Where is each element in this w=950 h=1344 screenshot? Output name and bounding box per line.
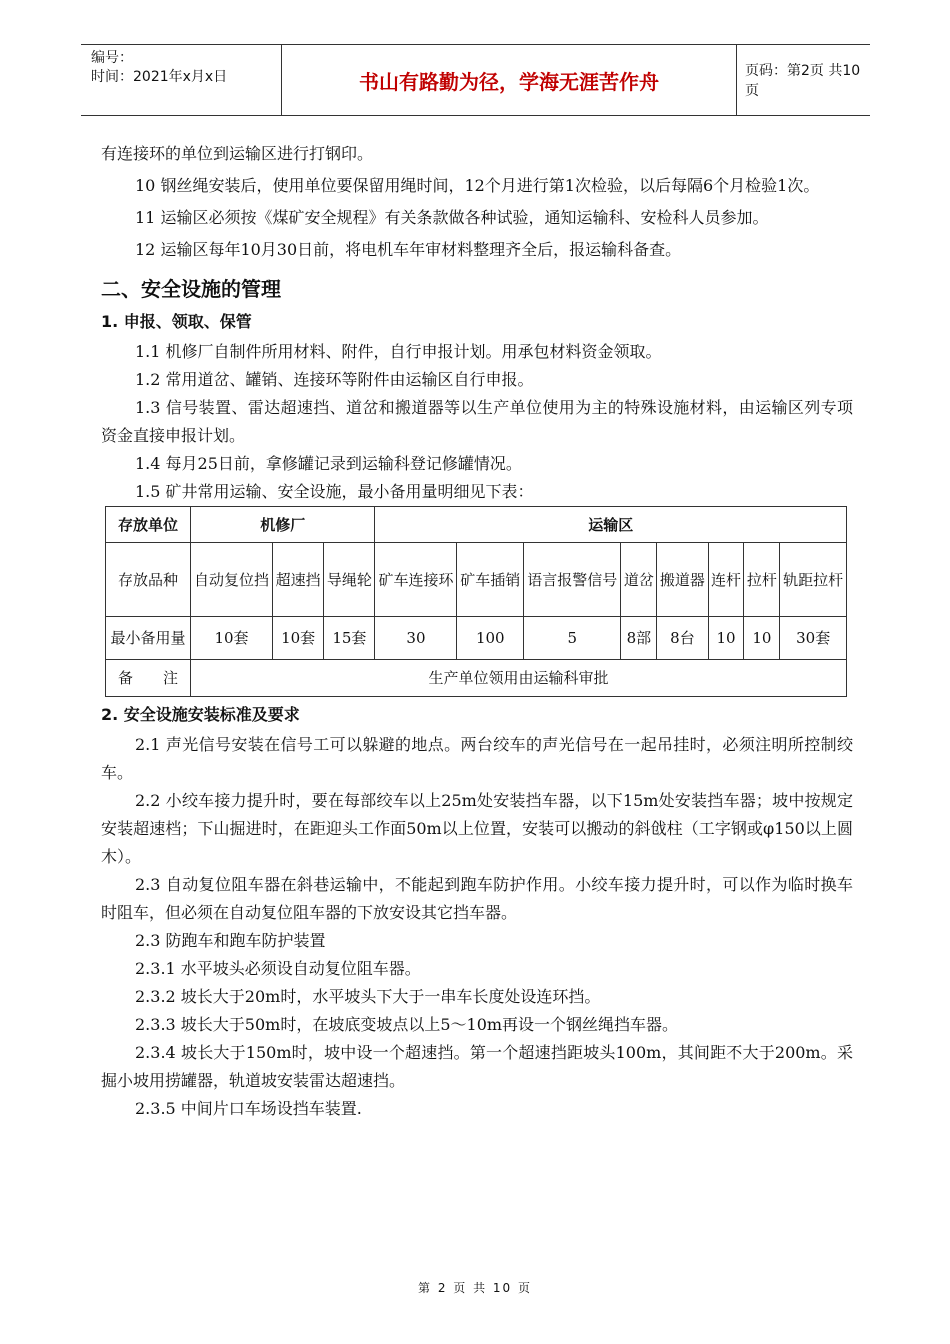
table-cell: 语言报警信号 <box>524 543 621 617</box>
table-cell: 道岔 <box>621 543 657 617</box>
header-page-info: 页码：第2页 共10页 <box>745 63 861 99</box>
page-footer: 第 2 页 共 10 页 <box>418 1281 532 1295</box>
table-note: 生产单位领用由运输科审批 <box>191 660 847 697</box>
table-header-group-machine-shop: 机修厂 <box>191 507 375 543</box>
list-item: 2.2 小绞车接力提升时，要在每部绞车以上25m处安装挡车器，以下15m处安装挡车器；坡中按规定安装超速档；下山掘进时，在距迎头工作面50m以上位置，安装可以搬动的斜戗柱（工字钢或φ150以上圆木）。 <box>101 791 853 866</box>
list-item: 2.3 自动复位阻车器在斜巷运输中，不能起到跑车防护作用。小绞车接力提升时，可以作为临时换车时阻车，但必须在自动复位阻车器的下放安设其它挡车器。 <box>101 875 853 922</box>
table-cell: 矿车插销 <box>457 543 524 617</box>
list-item: 2.3.3 坡长大于50m时，在坡底变坡点以上5～10m再设一个钢丝绳挡车器。 <box>135 1015 679 1034</box>
table-cell: 5 <box>524 617 621 660</box>
table-cell: 矿车连接环 <box>375 543 457 617</box>
section-heading: 二、安全设施的管理 <box>101 277 281 301</box>
table-cell: 10 <box>744 617 780 660</box>
document-body <box>101 138 853 1123</box>
table-cell: 10套 <box>272 617 323 660</box>
table-cell: 10 <box>708 617 744 660</box>
header-meta <box>81 45 281 115</box>
table-cell: 拉杆 <box>744 543 780 617</box>
reserve-table <box>105 506 847 697</box>
table-cell: 30套 <box>780 617 847 660</box>
paragraph: 11 运输区必须按《煤矿安全规程》有关条款做各种试验，通知运输科、安检科人员参加。 <box>135 208 769 227</box>
subsection-heading: 1. 申报、领取、保管 <box>101 312 252 331</box>
list-item: 2.1 声光信号安装在信号工可以躲避的地点。两台绞车的声光信号在一起吊挂时，必须注明所控制绞车。 <box>101 735 853 782</box>
list-item: 2.3 防跑车和跑车防护装置 <box>135 931 326 950</box>
table-header-unit: 存放单位 <box>106 507 191 543</box>
table-cell: 15套 <box>324 617 375 660</box>
table-cell: 自动复位挡 <box>191 543 273 617</box>
paragraph: 有连接环的单位到运输区进行打钢印。 <box>101 144 374 163</box>
list-item: 1.2 常用道岔、罐销、连接环等附件由运输区自行申报。 <box>135 370 534 389</box>
table-cell: 超速挡 <box>272 543 323 617</box>
table-cell: 8台 <box>657 617 708 660</box>
list-item: 2.3.5 中间片口车场设挡车装置. <box>135 1099 362 1118</box>
table-header-group-transport: 运输区 <box>375 507 847 543</box>
table-row-label: 存放品种 <box>106 543 191 617</box>
table-cell: 搬道器 <box>657 543 708 617</box>
list-item: 1.3 信号装置、雷达超速挡、道岔和搬道器等以生产单位使用为主的特殊设施材料，由运输区列专项资金直接申报计划。 <box>101 398 853 445</box>
page-header <box>81 44 870 116</box>
list-item: 2.3.2 坡长大于20m时，水平坡头下大于一串车长度处设连环挡。 <box>135 987 601 1006</box>
table-cell: 30 <box>375 617 457 660</box>
subsection-heading: 2. 安全设施安装标准及要求 <box>101 705 300 724</box>
table-row-label: 备 注 <box>106 660 191 697</box>
list-item: 1.4 每月25日前，拿修罐记录到运输科登记修罐情况。 <box>135 454 522 473</box>
list-item: 2.3.1 水平坡头必须设自动复位阻车器。 <box>135 959 421 978</box>
table-cell: 导绳轮 <box>324 543 375 617</box>
table-cell: 100 <box>457 617 524 660</box>
table-cell: 10套 <box>191 617 273 660</box>
document-time-label: 时间：2021年x月x日 <box>91 69 228 85</box>
paragraph: 12 运输区每年10月30日前，将电机车年审材料整理齐全后，报运输科备查。 <box>135 240 682 259</box>
header-motto: 书山有路勤为径，学海无涯苦作舟 <box>281 45 737 115</box>
list-item: 1.5 矿井常用运输、安全设施，最小备用量明细见下表： <box>135 482 534 501</box>
document-number-label: 编号： <box>91 50 133 66</box>
table-row-label: 最小备用量 <box>106 617 191 660</box>
table-cell: 轨距拉杆 <box>780 543 847 617</box>
table-cell: 连杆 <box>708 543 744 617</box>
list-item: 2.3.4 坡长大于150m时，坡中设一个超速挡。第一个超速挡距坡头100m，其间距不大于200m。采掘小坡用捞罐器，轨道坡安装雷达超速挡。 <box>101 1043 853 1090</box>
table-cell: 8部 <box>621 617 657 660</box>
paragraph: 10 钢丝绳安装后，使用单位要保留用绳时间，12个月进行第1次检验，以后每隔6个月检验1次。 <box>135 176 820 195</box>
list-item: 1.1 机修厂自制件所用材料、附件，自行申报计划。用承包材料资金领取。 <box>135 342 662 361</box>
